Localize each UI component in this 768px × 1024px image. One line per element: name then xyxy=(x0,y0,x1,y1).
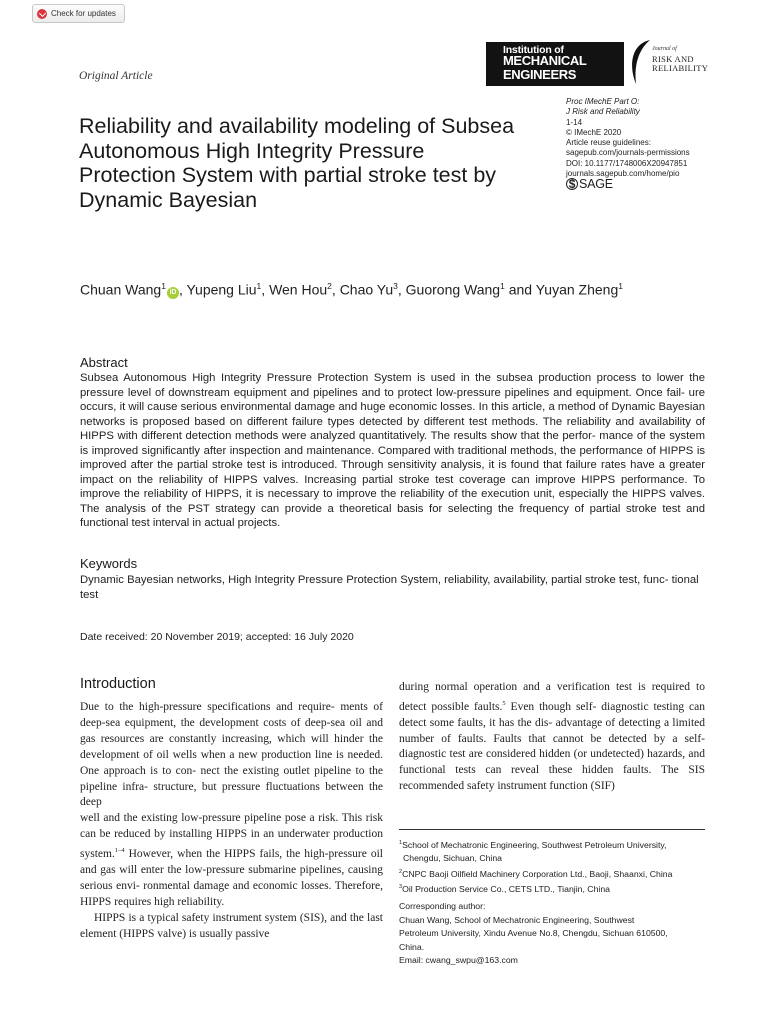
author-affiliation: 1 xyxy=(500,281,505,291)
meta-journal-1: Proc IMechE Part O: xyxy=(566,97,640,106)
date-received: Date received: 20 November 2019; accepted: 16 July 2020 xyxy=(80,631,354,643)
author-separator: , xyxy=(397,281,406,298)
meta-reuse-link[interactable]: sagepub.com/journals-permissions xyxy=(566,148,690,158)
body-column-right xyxy=(399,680,705,795)
author-name[interactable]: Chuan Wang xyxy=(80,281,162,298)
body-column-left xyxy=(80,700,383,942)
keywords-heading: Keywords xyxy=(80,556,138,571)
orcid-icon[interactable]: iD xyxy=(167,287,179,299)
author-affiliation: 1 xyxy=(256,281,262,291)
sage-logo xyxy=(566,177,613,191)
affiliation-2 xyxy=(399,866,705,881)
logo-line-1: Institution of xyxy=(503,44,564,56)
introduction-heading: Introduction xyxy=(80,676,156,692)
author-separator: and xyxy=(504,281,536,298)
journal-logo-line-3: RELIABILITY xyxy=(652,63,709,73)
corresponding-country: China. xyxy=(399,941,425,952)
author-name[interactable]: Guorong Wang xyxy=(405,281,501,298)
affiliation-1 xyxy=(399,837,705,866)
corresponding-label: Corresponding author: xyxy=(399,901,486,912)
author-affiliation: 1 xyxy=(618,281,623,291)
intro-p4-text-b: Even though self- diagnostic testing can detect some faults, it has the dis- advantage of detecting a limited number of faults. Faults that cannot be detected by a self-diagnostic test are considered hidden (or undetected) hazards, and functional tests can reveal these hidden faults. The SIS recommended safety instrument function (SIF) xyxy=(399,700,705,793)
intro-p2-text-a: well and the existing low-pressure pipeline pose a risk. This risk can be reduced by installing HIPPS in an underwater production system. xyxy=(80,812,383,860)
logo-line-2: MECHANICAL xyxy=(503,53,587,68)
check-updates-icon xyxy=(37,9,47,19)
intro-p4-text-a: during normal operation and a verification test is required to detect possible faults. xyxy=(399,681,705,713)
meta-copyright: © IMechE 2020 xyxy=(566,127,622,137)
intro-paragraph-4 xyxy=(399,680,705,795)
corresponding-address: Petroleum University, Xindu Avenue No.8, Chengdu, Sichuan 610500, xyxy=(399,928,668,939)
meta-doi[interactable]: DOI: 10.1177/1748006X20947851 xyxy=(566,158,688,168)
article-type: Original Article xyxy=(79,70,153,82)
affiliation-1-num: 1 xyxy=(399,840,403,846)
sage-mark-icon: $ xyxy=(566,178,578,190)
journal-logo xyxy=(628,38,708,86)
author-list xyxy=(80,277,640,300)
check-for-updates-button[interactable] xyxy=(32,4,125,23)
imeche-logo xyxy=(486,42,624,86)
author-name[interactable]: Chao Yu xyxy=(339,281,394,298)
footnote-divider xyxy=(399,829,705,830)
intro-p2-text-b: However, when the HIPPS fails, the high-pressure oil and gas will enter the low-pressure submarine pipelines, causing serious envi- ronmental damage and economic losses. Therefore, HIPPS requires high reliability. xyxy=(80,847,383,908)
intro-paragraph-2 xyxy=(80,811,383,910)
meta-home-link[interactable]: journals.sagepub.com/home/pio xyxy=(566,169,680,179)
check-for-updates-label: Check for updates xyxy=(51,9,116,18)
corresponding-email[interactable]: Email: cwang_swpu@163.com xyxy=(399,954,518,965)
meta-pages: 1-14 xyxy=(566,117,583,127)
journal-logo-line-1: Journal of xyxy=(652,46,677,52)
affiliation-2-num: 2 xyxy=(399,868,403,875)
author-separator: , xyxy=(261,281,270,298)
author-affiliation: 1 xyxy=(161,281,166,291)
affiliation-2-text: CNPC Baoji Oilfield Machinery Corporation Ltd., Baoji, Shaanxi, China xyxy=(402,868,673,879)
author-separator: , xyxy=(178,281,187,298)
journal-swoosh-icon xyxy=(628,38,652,86)
journal-logo-line-2: RISK AND xyxy=(652,54,694,64)
intro-paragraph-1: Due to the high-pressure specifications and require- ments of deep-sea equipment, the development costs of deep-sea oil and gas resources are constantly increasing, which will hinder the development of oil wells when a new production line is needed. One approach is to con- nect the existing outlet pipeline to the pipeline infra- structure, but pressure fluctuations between the deep xyxy=(80,701,383,809)
article-title: Reliability and availability modeling of Subsea Autonomous High Integrity Pressure Protection System with partial stroke test by Dynamic Bayesian xyxy=(79,114,515,212)
author-name[interactable]: Yuyan Zheng xyxy=(535,281,619,298)
citation-1-4[interactable]: 1–4 xyxy=(114,847,125,855)
logo-line-3: ENGINEERS xyxy=(503,67,576,82)
corresponding-name: Chuan Wang, School of Mechatronic Engineering, Southwest xyxy=(399,914,635,925)
journal-meta xyxy=(566,97,690,179)
author-affiliation: 2 xyxy=(327,281,332,291)
sage-logo-text: SAGE xyxy=(579,177,613,191)
keywords-text: Dynamic Bayesian networks, High Integrity Pressure Protection System, reliability, availability, partial stroke test, func- tional test xyxy=(80,574,699,601)
author-name[interactable]: Yupeng Liu xyxy=(186,281,257,298)
author-name[interactable]: Wen Hou xyxy=(269,281,328,298)
affiliation-3 xyxy=(399,881,705,896)
meta-journal-2: J Risk and Reliability xyxy=(566,107,640,117)
author-affiliation: 3 xyxy=(393,281,398,291)
intro-paragraph-3: HIPPS is a typical safety instrument system (SIS), and the last element (HIPPS valve) is usually passive xyxy=(80,911,383,940)
meta-reuse-label: Article reuse guidelines: xyxy=(566,138,651,148)
affiliation-3-text: Oil Production Service Co., CETS LTD., Tianjin, China xyxy=(402,883,610,894)
author-separator: , xyxy=(331,281,340,298)
citation-5[interactable]: 5 xyxy=(502,699,506,707)
footnotes xyxy=(399,837,705,967)
abstract-heading: Abstract xyxy=(80,355,128,370)
abstract-text: Subsea Autonomous High Integrity Pressure Protection System is used in the subsea production process to lower the pressure level of downstream equipment and pipelines and to protect low-pressure pipelines and equipment. Once fail- ure occurs, it will cause serious environmental damage and huge economic losses. In this article, a method of Dynamic Bayesian networks is proposed based on different failure types detected by different test methods. The reliability and availability of HIPPS with different detection methods were analyzed quantitatively. The results show that the perfor- mance of the system is improved significantly after inspection and maintenance. Compared with traditional methods, the performance of HIPPS is improved after the partial stroke test is introduced. Through sensitivity analysis, it is found that failure rates have a greater impact on the reliability of HIPPS valves. Increasing partial stroke test coverage can improve HIPPS performance. To improve the reliability of HIPPS, it is necessary to improve the reliability of the execution unit, especially the HIPPS valves. The analysis of the PST strategy can provide a theoretical basis for selecting the frequency of partial stroke test and functional test interval in actual projects. xyxy=(80,372,705,529)
affiliation-3-num: 3 xyxy=(399,884,403,890)
affiliation-1-text: School of Mechatronic Engineering, Southwest Petroleum University, Chengdu, Sichuan, China xyxy=(402,839,667,864)
